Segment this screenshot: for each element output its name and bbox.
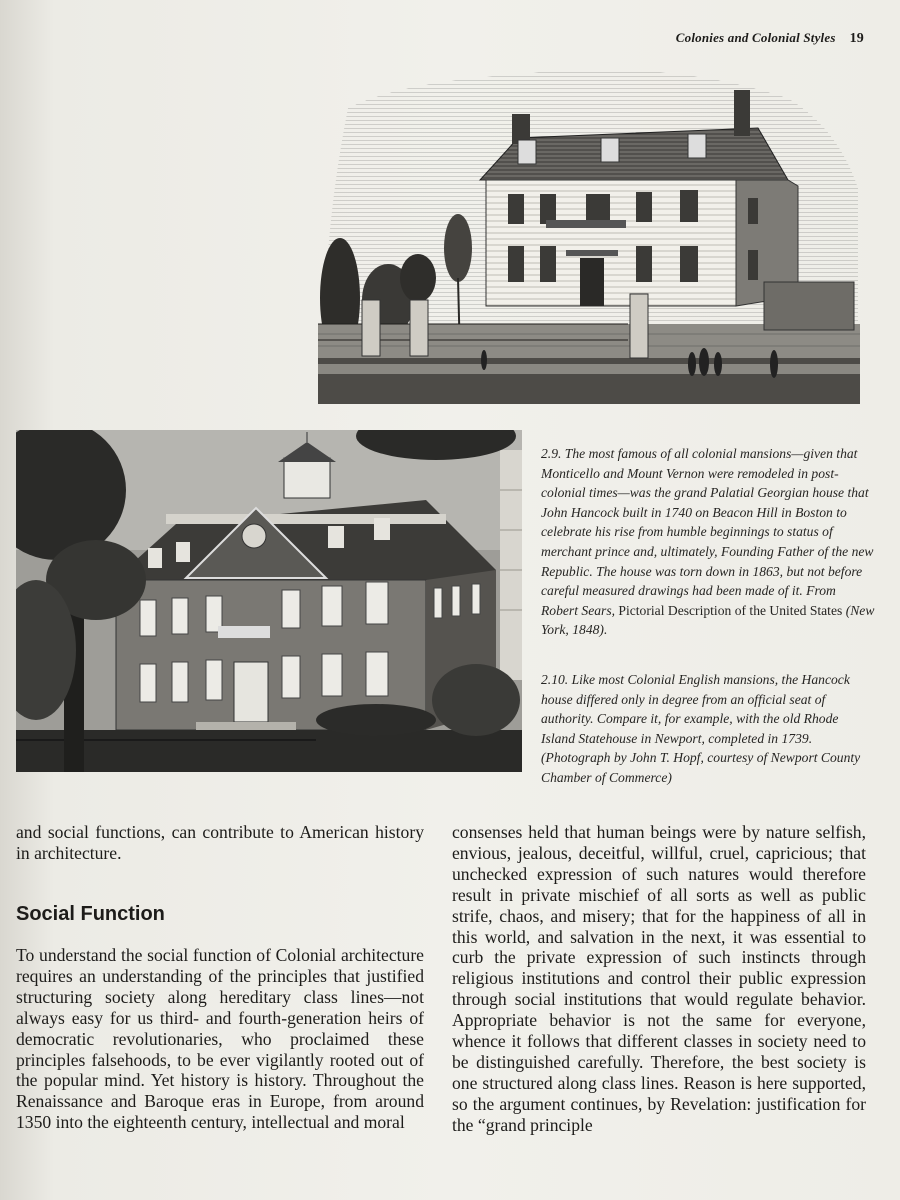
- intro-paragraph: [16, 822, 424, 864]
- intro-text: and social functions, can contribute to American history in architecture.: [16, 822, 424, 863]
- page-number: 19: [849, 31, 864, 46]
- left-paragraph: To understand the social function of Colonial architecture requires an understanding of the principles that justified structuring society along hereditary class lines—not always easy for us third- and fourth-generation heirs of democratic revolutionaries, who proclaimed these principles falsehoods, to be ever vigilantly rooted out of the popular mind. Yet history is history. Throughout the Renaissance and Baroque eras in Europe, from around 1350 into the eighteenth century, intellectual and moral: [16, 945, 424, 1133]
- hancock-house-engraving: [318, 68, 860, 404]
- running-head-title: Colonies and Colonial Styles: [675, 30, 836, 45]
- running-head: [676, 30, 864, 47]
- section-heading: Social Function: [16, 903, 165, 925]
- caption-figure-2-10: 2.10. Like most Colonial English mansions, the Hancock house differed only in degree from an official seat of authority. Compare it, for example, with the old Rhode Island Statehouse in Newport, completed in 1739. (Photograph by John T. Hopf, courtesy of Newport County Chamber of Commerce): [541, 672, 861, 785]
- right-paragraph: consenses held that human beings were by nature selfish, envious, jealous, deceitful, willful, cruel, capricious; that unchecked expression of such natures would therefore result in private mischief of all sorts as well as public strife, chaos, and misery; that for the happiness of all in this world, and salvation in the next, it was essential to curb the private expression of such instincts through religious institutions and control their public expression through social institutions that would regulate behavior. Appropriate behavior is not the same for everyone, whence it follows that different classes in society need to be distinguished carefully. Therefore, the best society is one structured along class lines. Reason is here supported, so the argument continues, by Revelation: justification for the “grand principle: [452, 822, 866, 1135]
- caption-2-9-tail: (New York, 1848).: [541, 602, 875, 638]
- statehouse-photograph: [16, 430, 522, 772]
- left-column: [16, 945, 424, 1133]
- caption-figure-2-9: [541, 444, 875, 640]
- caption-2-9-book-title: Pictorial Description of the United States: [615, 602, 843, 618]
- right-column: [452, 822, 866, 1136]
- caption-2-9-lead: 2.9. The most famous of all colonial mansions—given that Monticello and Mount Vernon were remodeled in post-colonial times—was the grand Palatial Georgian house that John Hancock built in 1740 on Beacon Hill in Boston to celebrate his rise from humble beginnings to status of merchant prince and, ultimately, Founding Father of the new Republic. The house was torn down in 1863, but not before careful measured drawings had been made of it. From Robert Sears,: [541, 446, 874, 618]
